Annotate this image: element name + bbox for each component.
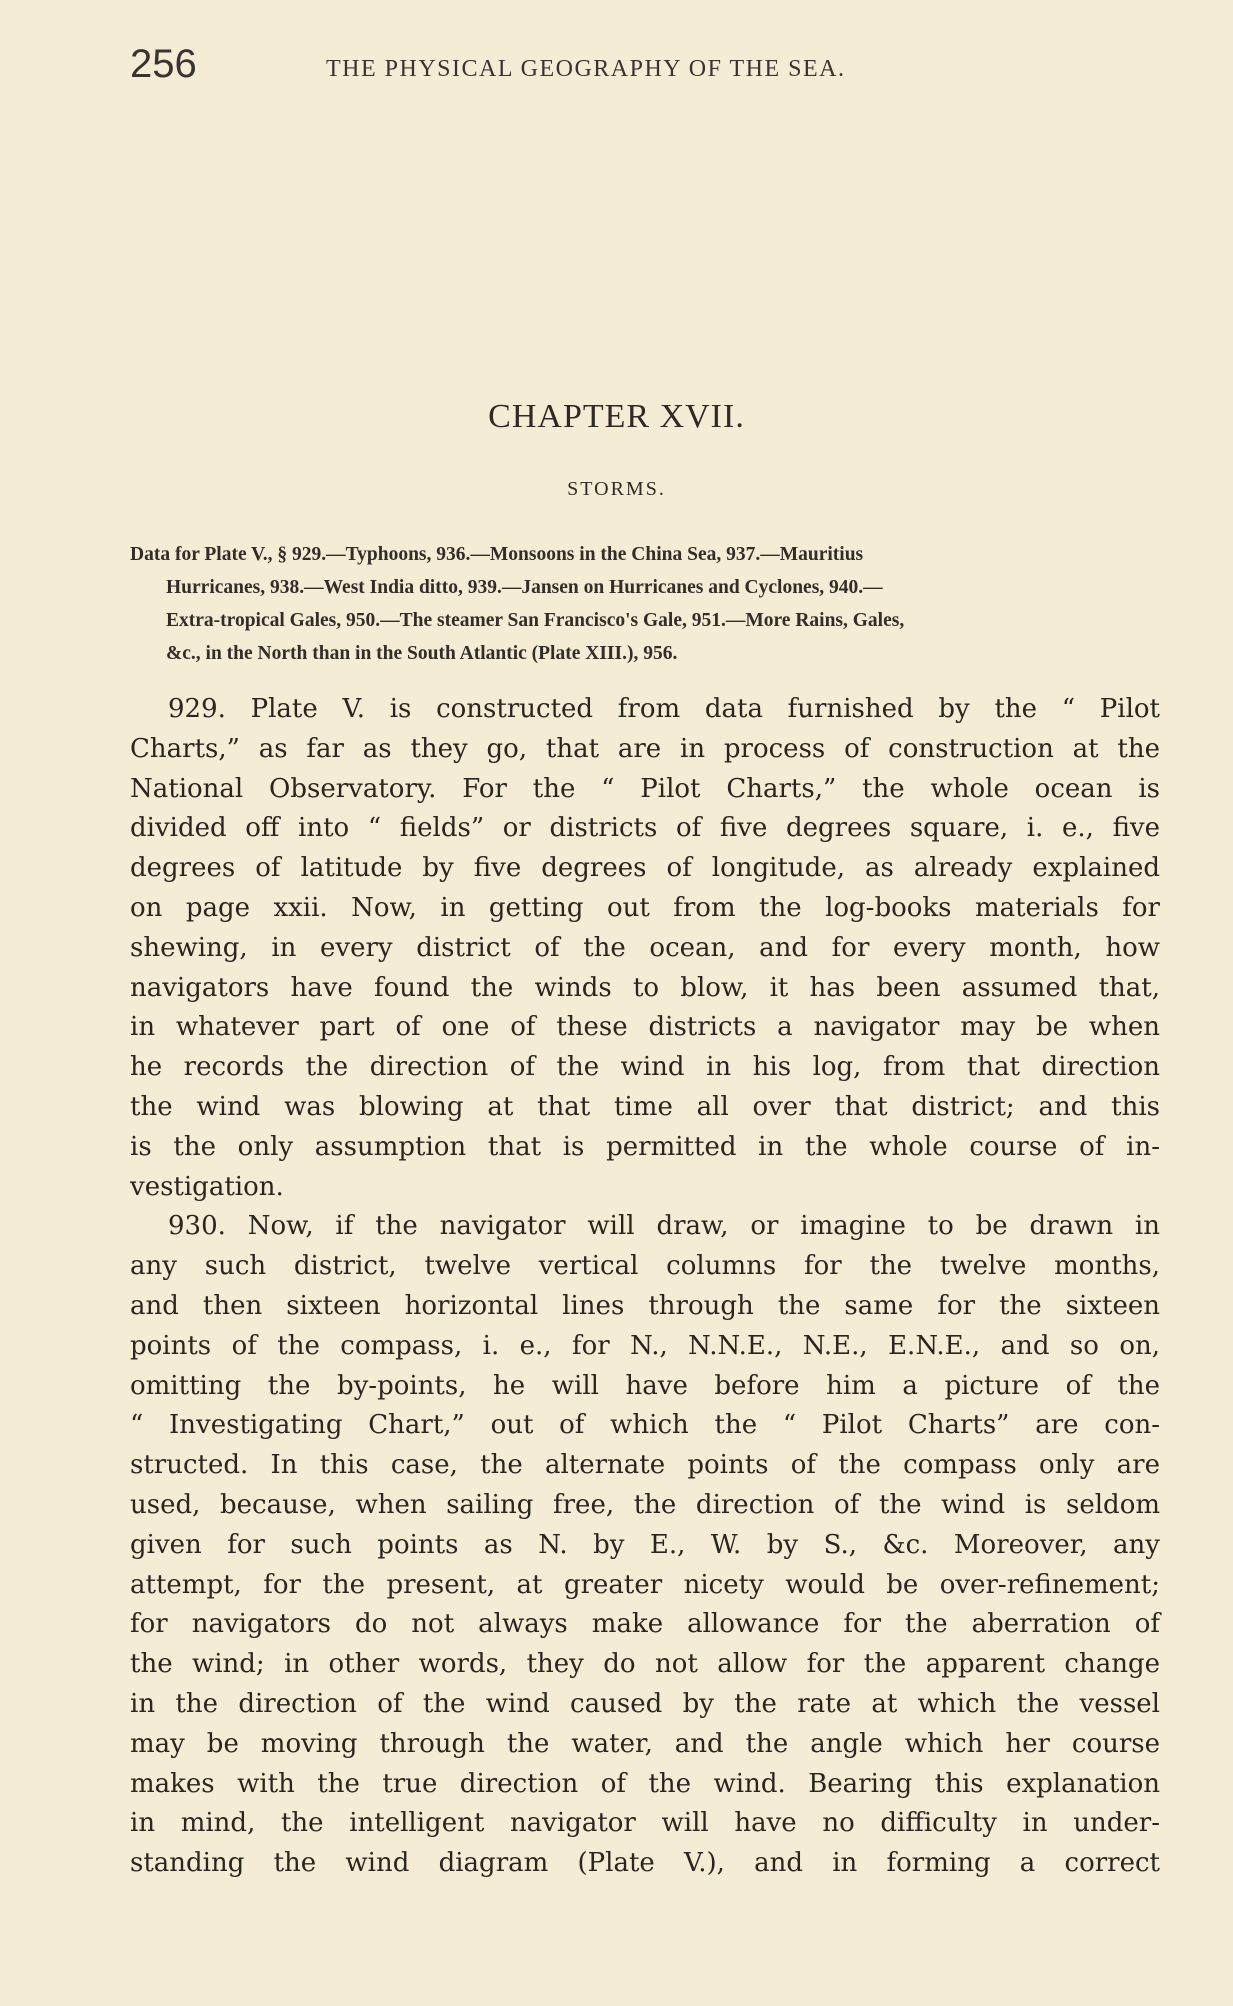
text-line: Charts,” as far as they go, that are in process of construction at the (130, 733, 1160, 764)
chapter-title: CHAPTER XVII. (488, 398, 745, 435)
text-line: standing the wind diagram (Plate V.), and in forming a correct (130, 1848, 1160, 1879)
text-line: vestigation. (130, 1171, 284, 1202)
chapter-synopsis (130, 538, 1160, 670)
text-line: makes with the true direction of the wind. Bearing this explanation (130, 1768, 1160, 1799)
text-line: National Observatory. For the “ Pilot Charts,” the whole ocean is (130, 773, 1160, 804)
text-line: “ Investigating Chart,” out of which the “ Pilot Charts” are con- (130, 1410, 1160, 1441)
body-text (130, 690, 1160, 1884)
text-line: the wind was blowing at that time all over that district; and this (130, 1091, 1160, 1122)
page-number: 256 (130, 42, 197, 86)
text-line: divided off into “ fields” or districts of five degrees square, i. e., five (130, 813, 1160, 844)
text-line: for navigators do not always make allowance for the aberration of (130, 1609, 1160, 1640)
synopsis-line: &c., in the North than in the South Atlantic (Plate XIII.), 956. (166, 643, 678, 664)
text-line: he records the direction of the wind in his log, from that direction (130, 1052, 1160, 1083)
paragraph-929-start: 929. Plate V. is constructed from data furnished by the “ Pilot (168, 694, 1160, 724)
text-line: used, because, when sailing free, the direction of the wind is seldom (130, 1489, 1160, 1520)
text-line: and then sixteen horizontal lines through the same for the sixteen (130, 1290, 1160, 1321)
text-line: any such district, twelve vertical columns for the twelve months, (130, 1251, 1160, 1282)
synopsis-line: Hurricanes, 938.—West India ditto, 939.—Jansen on Hurricanes and Cyclones, 940.— (166, 577, 883, 598)
paragraph-930-start: 930. Now, if the navigator will draw, or imagine to be drawn in (168, 1211, 1160, 1242)
text-line: degrees of latitude by five degrees of longitude, as already explained (130, 853, 1160, 884)
synopsis-line: Extra-tropical Gales, 950.—The steamer San Francisco's Gale, 951.—More Rains, Gales, (166, 610, 905, 631)
text-line: navigators have found the winds to blow, it has been assumed that, (130, 972, 1160, 1003)
text-line: is the only assumption that is permitted in the whole course of in- (130, 1131, 1160, 1162)
text-line: given for such points as N. by E., W. by S., &c. Moreover, any (130, 1529, 1160, 1560)
text-line: points of the compass, i. e., for N., N.N.E., N.E., E.N.E., and so on, (130, 1330, 1160, 1361)
text-line: attempt, for the present, at greater nicety would be over-refinement; (130, 1569, 1160, 1600)
text-line: omitting the by-points, he will have before him a picture of the (130, 1370, 1160, 1401)
synopsis-line: Data for Plate V., § 929.—Typhoons, 936.—Monsoons in the China Sea, 937.—Mauritius (130, 544, 864, 565)
text-line: shewing, in every district of the ocean, and for every month, how (130, 932, 1160, 963)
text-line: in whatever part of one of these districts a navigator may be when (130, 1012, 1160, 1043)
text-line: in the direction of the wind caused by the rate at which the vessel (130, 1688, 1160, 1719)
chapter-subtitle: STORMS. (567, 478, 666, 500)
running-head (130, 42, 1130, 102)
text-line: may be moving through the water, and the angle which her course (130, 1728, 1160, 1759)
text-line: on page xxii. Now, in getting out from the log-books materials for (130, 892, 1160, 923)
running-title: THE PHYSICAL GEOGRAPHY OF THE SEA. (326, 56, 846, 82)
text-line: structed. In this case, the alternate points of the compass only are (130, 1450, 1160, 1481)
text-line: in mind, the intelligent navigator will have no difficulty in under- (130, 1808, 1160, 1839)
text-line: the wind; in other words, they do not allow for the apparent change (130, 1649, 1160, 1680)
